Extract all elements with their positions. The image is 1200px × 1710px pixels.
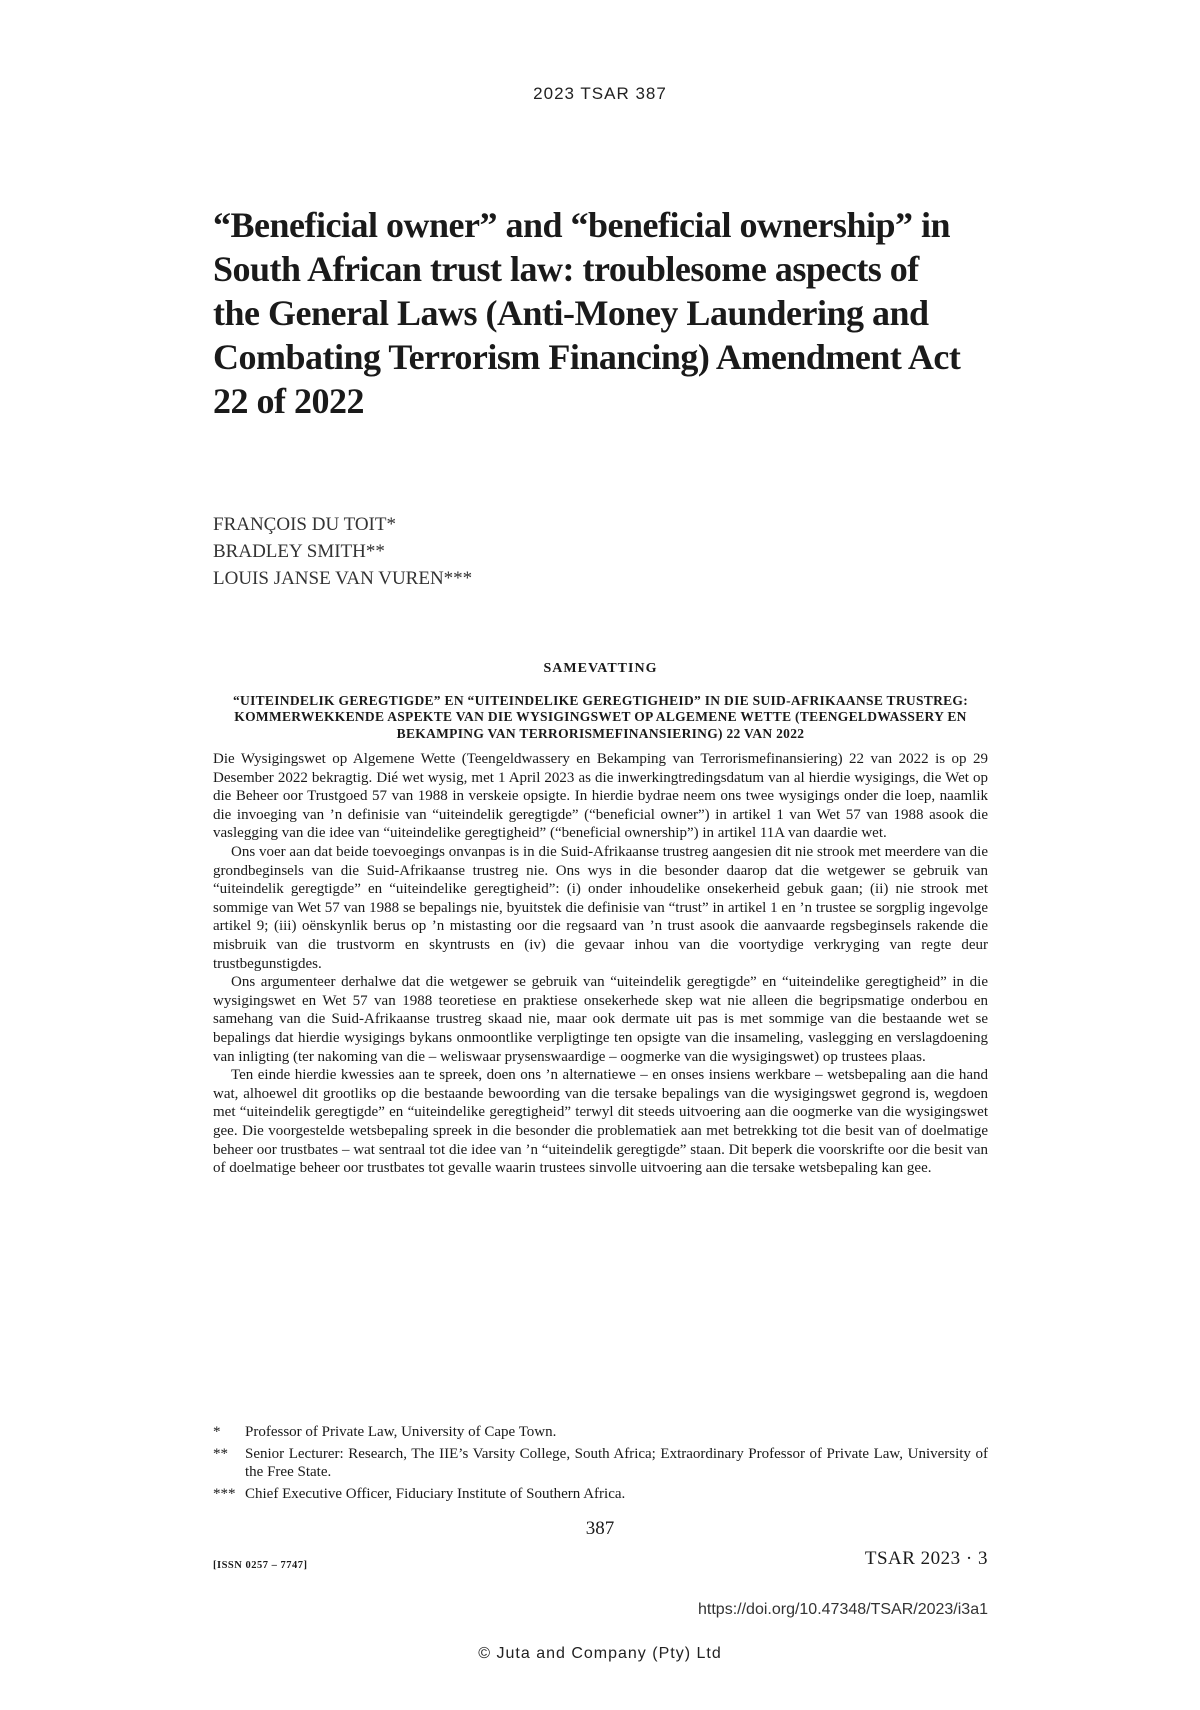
footnotes (213, 1423, 988, 1506)
journal-issue: TSAR 2023 · 3 (864, 1548, 988, 1569)
footnote-text: Chief Executive Officer, Fiduciary Institute of Southern Africa. (245, 1485, 626, 1502)
summary-paragraph: Die Wysigingswet op Algemene Wette (Teengeldwassery en Bekamping van Terrorismefinansiering) 22 van 2022 is op 29 Desember 2022 bekragtig. Dié wet wysig, met 1 April 2023 as die inwerkingtredingsdatum van al hierdie wysigings, die Wet op die Beheer oor Trustgoed 57 van 1988 in verskeie opsigte. In hierdie bydrae neem ons twee wysigings onder die loep, naamlik die invoeging van ’n definisie van “uiteindelik geregtigde” (“beneficial owner”) in artikel 1 van Wet 57 van 1988 asook die vaslegging van die idee van “uiteindelike geregtigheid” (“beneficial ownership”) in artikel 11A van daardie wet. (213, 751, 988, 842)
summary-heading: SAMEVATTING (543, 661, 658, 676)
footnote-mark: ** (213, 1445, 228, 1462)
footnote-mark: *** (213, 1485, 236, 1502)
footnote-text: Professor of Private Law, University of Cape Town. (245, 1424, 557, 1440)
page-number: 387 (585, 1518, 615, 1539)
footnote (213, 1445, 988, 1482)
running-citation: 2023 TSAR 387 (533, 84, 667, 103)
author-name: BRADLEY SMITH** (213, 541, 385, 562)
summary-subtitle: “UITEINDELIK GEREGTIGDE” EN “UITEINDELIKE GEREGTIGHEID” IN DIE SUID-AFRIKAANSE TRUSTREG: KOMMERWEKKENDE ASPEKTE VAN DIE WYSIGINGSWET OP ALGEMENE WETTE (TEENGELDWASSERY EN BEKAMPING VAN TERRORISMEFINANSIERING) 22 VAN 2022 (232, 692, 969, 741)
summary-paragraph: Ons argumenteer derhalwe dat die wetgewer se gebruik van “uiteindelik geregtigde” en “uiteindelike geregtigheid” in die wysigingswet en Wet 57 van 1988 teoretiese en praktiese onsekerhede skep wat nie alleen die begripsmatige onderbou en samehang van die Suid-Afrikaanse trustreg skaad nie, maar ook dermate uit pas is met sommige van die bestaande wet se bepalings dat hierdie wysigings bykans onmoontlike verpligtinge ten opsigte van die insameling, vaslegging en verslagdoening van inligting (ter nakoming van die – weliswaar prysenswaardige – oogmerke van die wysigingswet) op trustees plaas. (213, 974, 988, 1065)
summary-paragraph: Ten einde hierdie kwessies aan te spreek, doen ons ’n alternatiewe – en onses insiens werkbare – wetsbepaling aan die hand wat, alhoewel dit grootliks op die bestaande bewoording van die tersake bepalings van die wysigingswet gegrond is, wegdoen met “uiteindelik geregtigde” en “uiteindelike geregtigheid” terwyl dit steeds uitvoering aan die oogmerke van die wysigingswet gee. Die voorgestelde wetsbepaling spreek in die besonder die problematiek aan met betrekking tot die besit van of doelmatige beheer oor trustbates – wat sentraal tot die idee van ’n “uiteindelik geregtigde” staan. Dit beperk die voorskrifte oor die besit van of doelmatige beheer oor trustbates tot gevalle waarin trustees sinvolle uitvoering aan die tersake wetsbepaling kan gee. (213, 1067, 988, 1177)
article-title: “Beneficial owner” and “beneficial ownership” in South African trust law: troublesome aspects of the General Laws (Anti-Money Laundering and Combating Terrorism Financing) Amendment Act 22 of 2022 (213, 205, 961, 421)
footnote (213, 1423, 988, 1442)
copyright-notice: © Juta and Company (Pty) Ltd (478, 1645, 722, 1662)
summary-paragraph: Ons voer aan dat beide toevoegings onvanpas is in die Suid-Afrikaanse trustreg aangesien dit nie strook met meerdere van die grondbeginsels van die Suid-Afrikaanse trustreg nie. Ons wys in die besonder daarop dat die wetgewer se gebruik van “uiteindelik geregtigde” en “uiteindelike geregtigheid”: (i) onder inhoudelike onsekerheid gebuk gaan; (ii) nie strook met sommige van Wet 57 van 1988 se bepalings nie, byuitstek die definisie van “trust” in artikel 1 en ’n trustee se sorgplig ingevolge artikel 9; (iii) oënskynlik berus op ’n mistasting oor die regsaard van ’n trust asook die aanvaarde regsbeginsels rakende die misbruik van die trustvorm en skyntrusts en (iv) die gevaar inhou van die voortydige verkryging van regte deur trustbegunstigdes. (213, 844, 988, 972)
author-name: LOUIS JANSE VAN VUREN*** (213, 568, 473, 589)
summary-section (213, 660, 988, 1178)
footnote-mark: * (213, 1424, 221, 1440)
doi-link[interactable]: https://doi.org/10.47348/TSAR/2023/i3a1 (698, 1601, 988, 1618)
issn-label: [ISSN 0257 – 7747] (213, 1560, 308, 1571)
author-list (213, 511, 472, 592)
footnote-text: Senior Lecturer: Research, The IIE’s Varsity College, South Africa; Extraordinary Professor of Private Law, University of the Free State. (245, 1445, 988, 1481)
footnote (213, 1485, 988, 1504)
author-name: FRANÇOIS DU TOIT* (213, 514, 396, 535)
